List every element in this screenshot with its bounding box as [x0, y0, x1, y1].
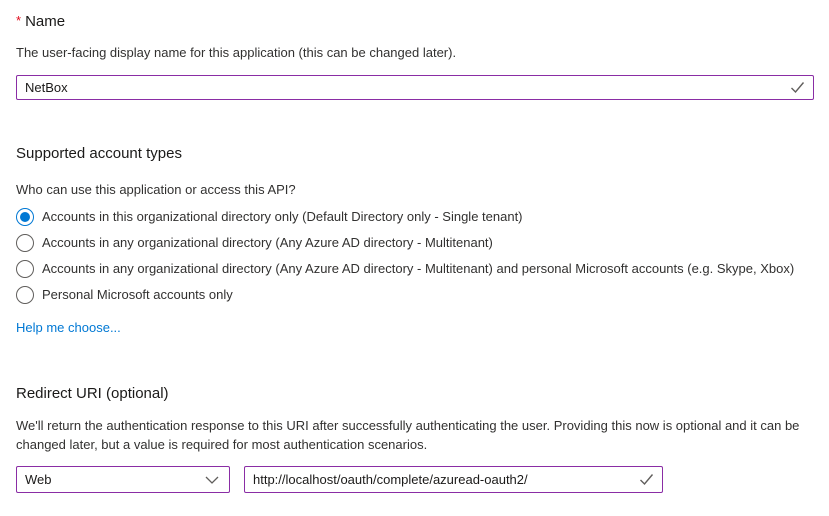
radio-option-label: Accounts in this organizational directory only (Default Directory only - Single tenant): [42, 209, 523, 224]
radio-button-icon[interactable]: [16, 286, 34, 304]
platform-select-value: Web: [25, 472, 52, 487]
redirect-uri-input[interactable]: [245, 467, 639, 492]
name-label-text: Name: [25, 13, 66, 30]
radio-option-multitenant-personal[interactable]: [16, 260, 814, 278]
radio-button-icon[interactable]: [16, 208, 34, 226]
account-types-title: Supported account types: [16, 145, 182, 162]
name-input[interactable]: [17, 76, 790, 99]
required-asterisk: *: [16, 13, 22, 28]
redirect-uri-row: [16, 466, 814, 493]
help-me-choose-link[interactable]: Help me choose...: [16, 320, 121, 335]
radio-button-icon[interactable]: [16, 260, 34, 278]
radio-option-personal-only[interactable]: [16, 286, 814, 304]
name-field-label: [16, 12, 814, 31]
radio-option-label: Personal Microsoft accounts only: [42, 287, 233, 302]
chevron-down-icon: [205, 476, 219, 484]
radio-option-label: Accounts in any organizational directory (Any Azure AD directory - Multitenant): [42, 235, 493, 250]
platform-select[interactable]: [16, 466, 230, 493]
redirect-uri-input-container: [244, 466, 663, 493]
radio-option-multitenant[interactable]: [16, 234, 814, 252]
account-type-options: [16, 208, 814, 304]
redirect-uri-description: We'll return the authentication response to this URI after successfully authenticating the user. Providing this now is optional and it can be changed later, but a value is required for most authentication scenarios.: [16, 418, 800, 452]
check-icon: [639, 473, 654, 486]
name-field-description: The user-facing display name for this application (this can be changed later).: [16, 45, 457, 60]
check-icon: [790, 81, 805, 94]
radio-option-label: Accounts in any organizational directory (Any Azure AD directory - Multitenant) and personal Microsoft accounts (e.g. Skype, Xbox): [42, 261, 795, 276]
redirect-uri-title: Redirect URI (optional): [16, 385, 169, 402]
radio-option-single-tenant[interactable]: [16, 208, 814, 226]
name-input-container: [16, 75, 814, 100]
account-types-question: Who can use this application or access this API?: [16, 182, 296, 197]
radio-button-icon[interactable]: [16, 234, 34, 252]
